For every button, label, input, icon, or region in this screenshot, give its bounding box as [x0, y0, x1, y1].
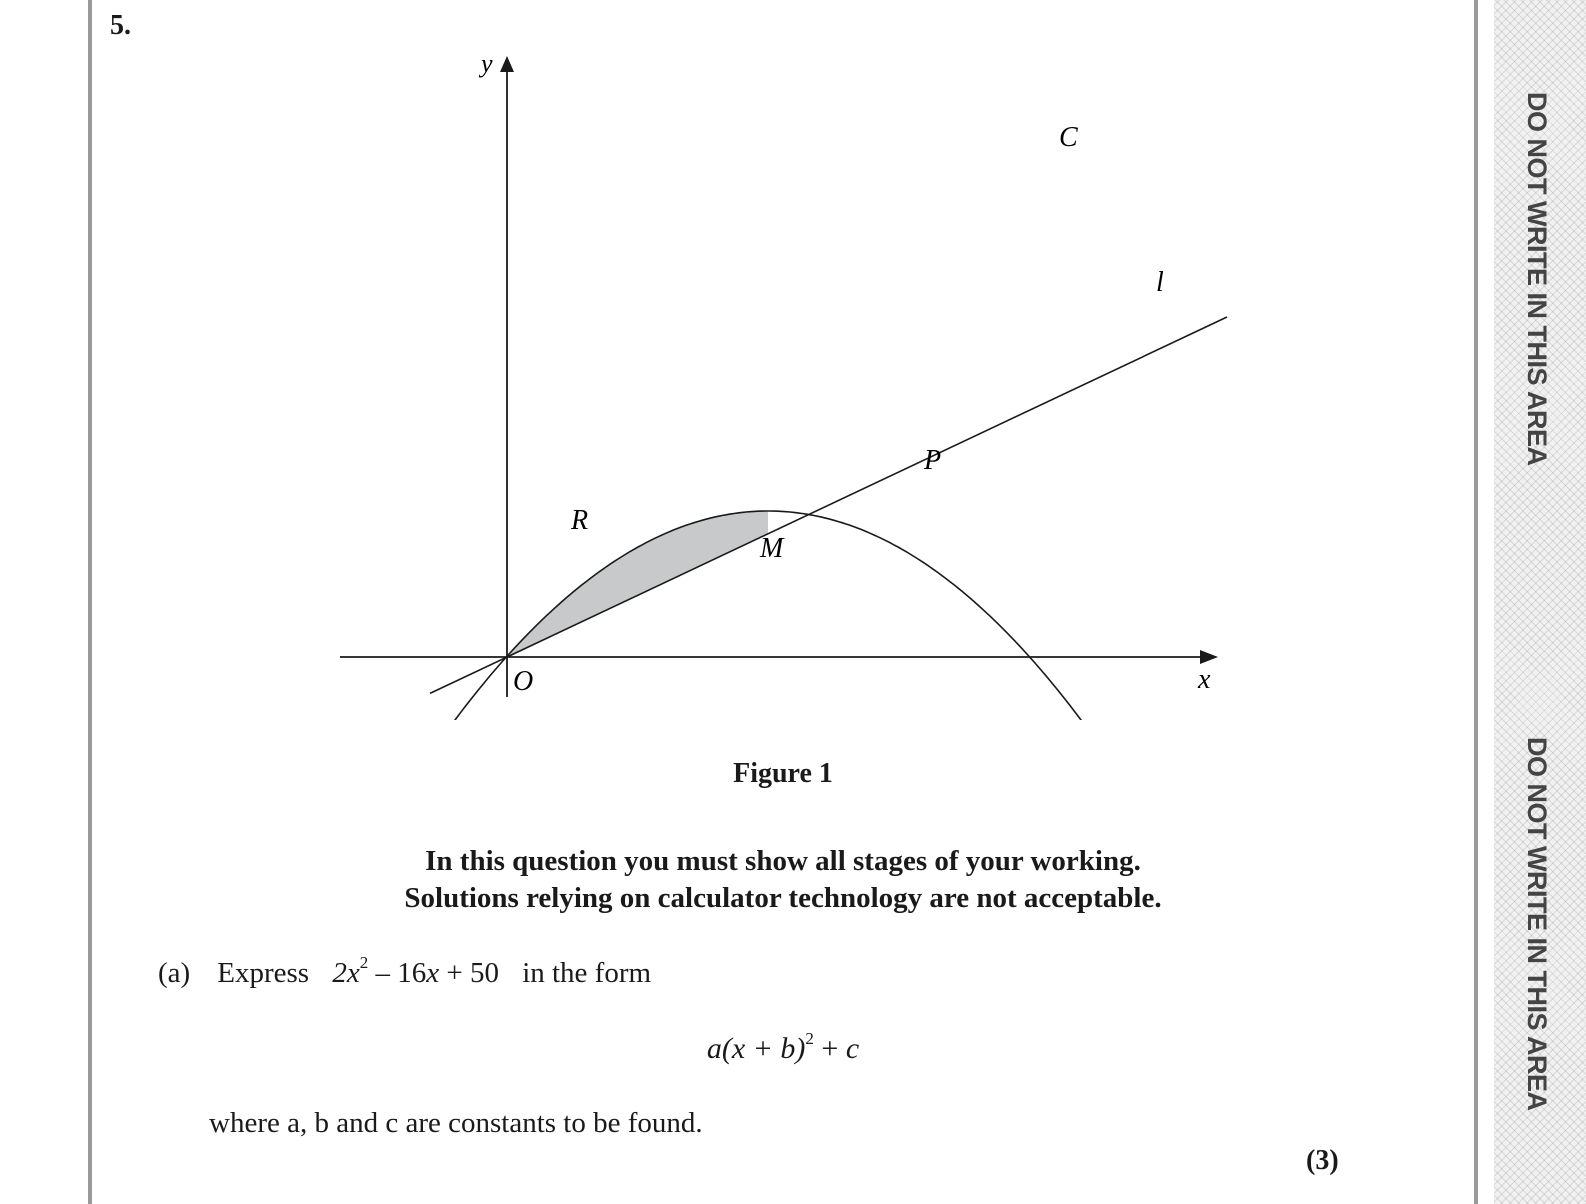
instruction-working: In this question you must show all stages of your working. [425, 845, 1141, 877]
form-right: + c [821, 1032, 860, 1065]
x-axis-label: x [1198, 664, 1211, 695]
part-a-trailing: in the form [522, 957, 652, 989]
constants-statement: where a, b and c are constants to be found. [209, 1107, 703, 1139]
part-a-label: (a) [158, 957, 191, 989]
shaded-region-r [507, 511, 768, 657]
margin-warning-top: DO NOT WRITE IN THIS AREA [1522, 92, 1552, 466]
expression-power: 2 [359, 953, 369, 972]
y-axis-label: y [481, 49, 493, 78]
region-r-label: R [571, 505, 589, 536]
part-a-marks: (3) [1306, 1145, 1339, 1176]
quadratic-expression [332, 953, 499, 989]
line-l [430, 317, 1227, 693]
margin-warning-bottom: DO NOT WRITE IN THIS AREA [1522, 737, 1552, 1111]
y-axis-arrowhead [500, 56, 514, 72]
form-power: 2 [805, 1029, 814, 1048]
form-left: a(x + b) [706, 1032, 806, 1065]
question-number: 5. [110, 10, 131, 41]
part-a-lead: Express [217, 957, 310, 989]
part-a-question [158, 953, 652, 990]
expression-rest: – 16x + 50 [375, 957, 499, 989]
origin-label: O [513, 666, 534, 697]
expression-leading-term: 2x [332, 957, 360, 989]
curve-c-label: C [1059, 122, 1078, 153]
x-axis-arrowhead [1200, 650, 1218, 664]
completed-square-form [0, 1029, 1566, 1066]
point-p-label: P [924, 445, 942, 476]
figure-caption: Figure 1 [733, 758, 833, 789]
instruction-no-calculator: Solutions relying on calculator technology are not acceptable. [404, 882, 1162, 914]
line-l-label: l [1156, 267, 1164, 298]
point-m-label: M [760, 533, 784, 564]
